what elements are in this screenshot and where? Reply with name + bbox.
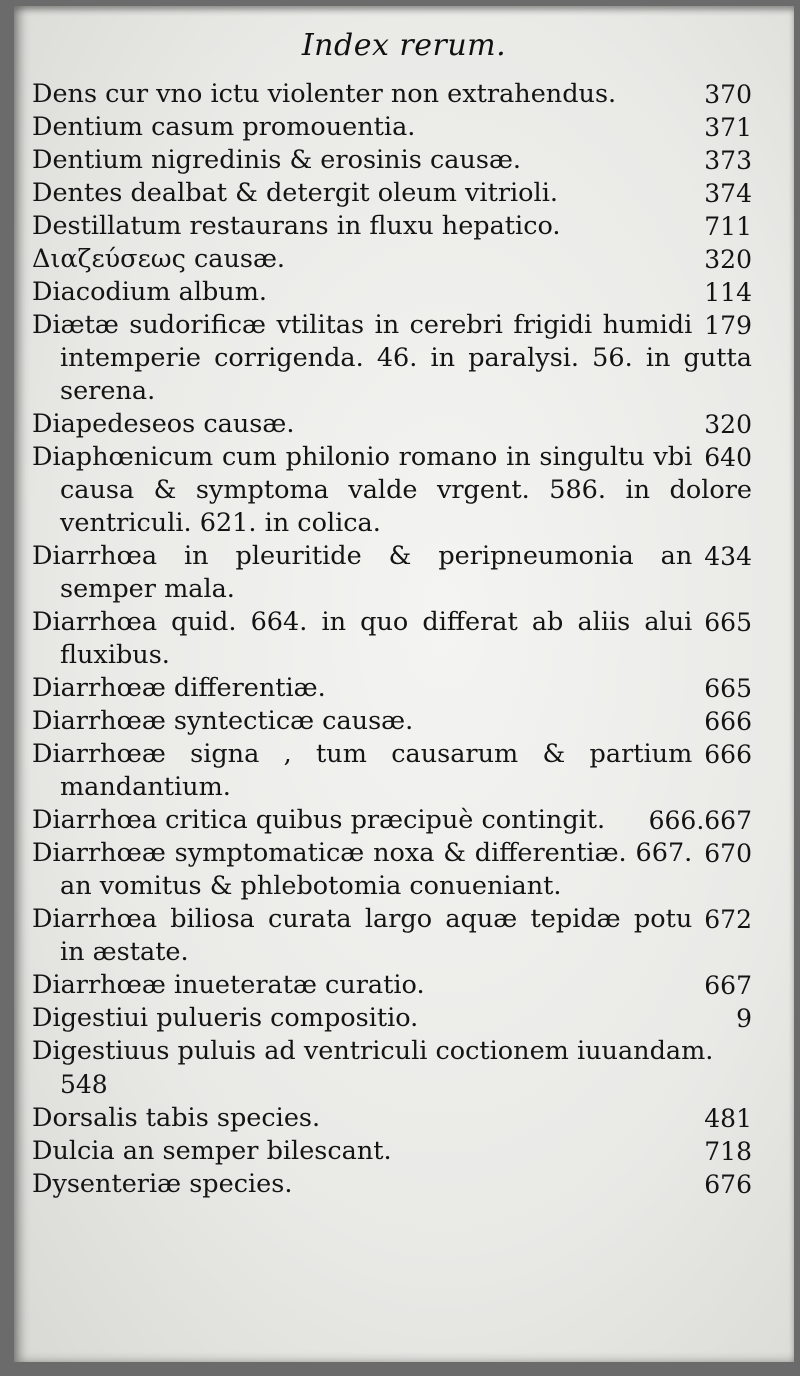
book-page [14, 6, 794, 1362]
entry-text: Digestiui pulueris compositio. [32, 1003, 419, 1033]
entry-page-number: 481 [704, 1104, 752, 1133]
index-entry [32, 1002, 752, 1035]
entry-text: Diarrhœæ inueteratæ curatio. [32, 970, 425, 1000]
entry-page-number: 371 [704, 113, 752, 142]
index-entry [32, 111, 752, 144]
entry-page-number: 434 [704, 542, 752, 571]
entry-text: Diarrhœa in pleuritide & peripneumonia an semper mala. [32, 541, 693, 604]
running-head: Index rerum. [301, 28, 507, 63]
index-list [32, 78, 752, 1201]
entry-text: Diætæ sudorificæ vtilitas in cerebri frigidi humidi intemperie corrigenda. 46. in paralysi. 56. in gutta serena. [32, 310, 752, 406]
entry-text: Digestiuus puluis ad ventriculi coctionem iuuandam. [32, 1036, 714, 1066]
index-entry [32, 243, 752, 276]
entry-text: Diarrhœæ signa , tum causarum & partium mandantium. [32, 739, 693, 802]
index-entry [32, 705, 752, 738]
index-entry [32, 1102, 752, 1135]
index-entry [32, 969, 752, 1002]
entry-page-number: 320 [704, 245, 752, 274]
entry-page-number: 370 [704, 80, 752, 109]
index-entry [32, 441, 752, 540]
entry-text: Destillatum restaurans in fluxu hepatico. [32, 211, 561, 241]
entry-page-number: 374 [704, 179, 752, 208]
entry-text: Diapedeseos causæ. [32, 409, 295, 439]
entry-page-number: 672 [704, 905, 752, 934]
index-entry [32, 408, 752, 441]
index-entry [32, 540, 752, 606]
entry-page-number: 114 [704, 278, 752, 307]
index-entry [32, 606, 752, 672]
entry-text: Dorsalis tabis species. [32, 1103, 321, 1133]
entry-text: Diarrhœa biliosa curata largo aquæ tepidæ potu in æstate. [32, 904, 693, 967]
entry-page-number: 666.667 [648, 806, 752, 835]
entry-page-number: 666 [704, 707, 752, 736]
entry-page-number: 666 [704, 740, 752, 769]
index-entry [32, 837, 752, 903]
index-entry [32, 804, 752, 837]
entry-text: Diaphœnicum cum philonio romano in singultu vbi causa & symptoma valde vrgent. 586. in dolore ventriculi. 621. in colica. [32, 442, 752, 538]
entry-page-number: 711 [704, 212, 752, 241]
index-entry [32, 78, 752, 111]
entry-text: Diarrhœæ syntecticæ causæ. [32, 706, 414, 736]
index-entry [32, 1135, 752, 1168]
entry-text: Dentium casum promouentia. [32, 112, 416, 142]
entry-text: Diarrhœa critica quibus præcipuè contingit. [32, 805, 606, 835]
index-entry [32, 1035, 752, 1102]
entry-text: Dentes dealbat & detergit oleum vitrioli. [32, 178, 558, 208]
entry-page-number: 320 [704, 410, 752, 439]
index-entry [32, 672, 752, 705]
entry-page-number: 548 [60, 1070, 108, 1099]
entry-page-number: 640 [704, 443, 752, 472]
entry-page-number: 9 [736, 1004, 752, 1033]
entry-text: Διαζεύσεως causæ. [32, 244, 286, 274]
index-entry [32, 1168, 752, 1201]
entry-page-number: 665 [704, 674, 752, 703]
index-entry [32, 276, 752, 309]
index-entry [32, 309, 752, 408]
entry-text: Diacodium album. [32, 277, 268, 307]
index-entry [32, 903, 752, 969]
index-entry [32, 738, 752, 804]
entry-page-number: 179 [704, 311, 752, 340]
entry-text: Diarrhœæ differentiæ. [32, 673, 326, 703]
entry-page-number: 373 [704, 146, 752, 175]
index-entry [32, 144, 752, 177]
entry-text: Dysenteriæ species. [32, 1169, 293, 1199]
entry-page-number: 670 [704, 839, 752, 868]
entry-page-number: 665 [704, 608, 752, 637]
entry-text: Diarrhœæ symptomaticæ noxa & differentiæ. 667. an vomitus & phlebotomia conueniant. [32, 838, 693, 901]
entry-text: Dens cur vno ictu violenter non extrahendus. [32, 79, 617, 109]
index-entry [32, 210, 752, 243]
entry-page-number: 676 [704, 1170, 752, 1199]
entry-text: Dulcia an semper bilescant. [32, 1136, 392, 1166]
entry-text: Diarrhœa quid. 664. in quo differat ab aliis alui fluxibus. [32, 607, 693, 670]
entry-page-number: 718 [704, 1137, 752, 1166]
index-entry [32, 177, 752, 210]
entry-text: Dentium nigredinis & erosinis causæ. [32, 145, 522, 175]
entry-page-number: 667 [704, 971, 752, 1000]
